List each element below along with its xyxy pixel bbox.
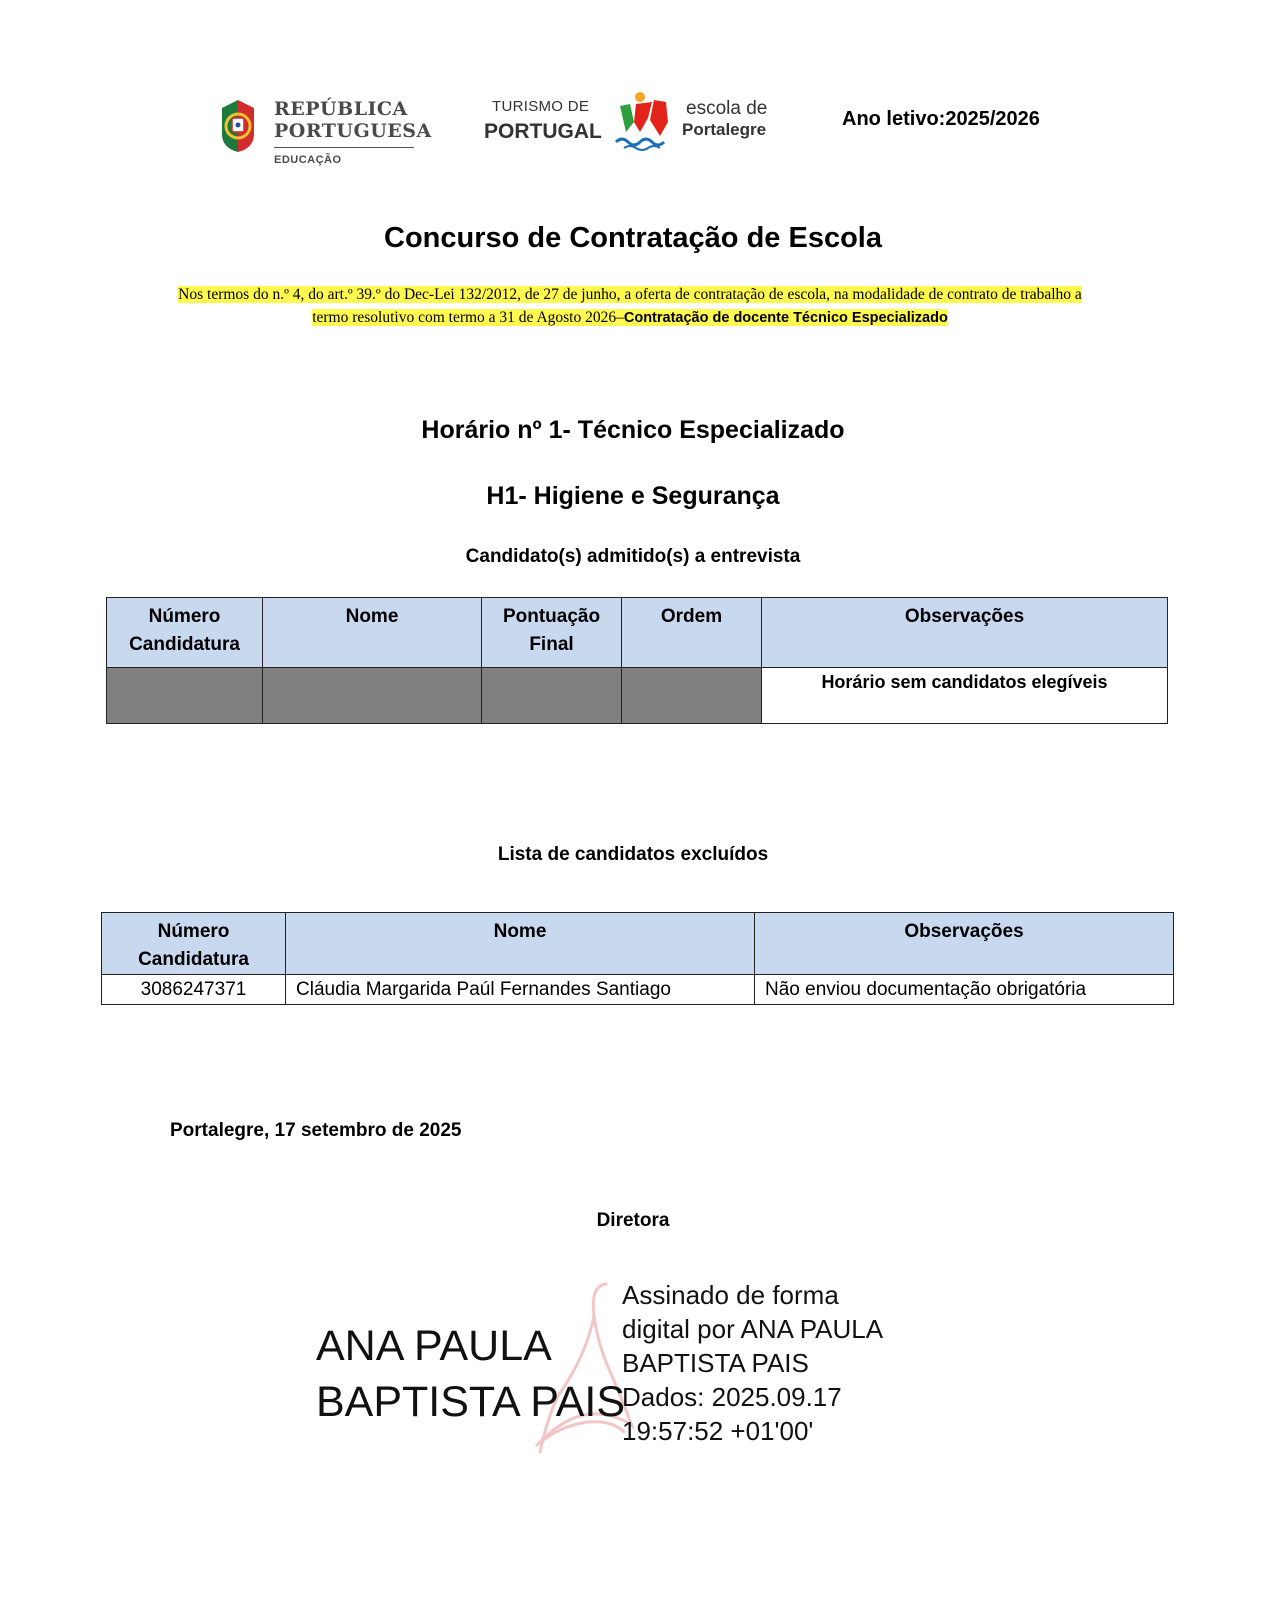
signature-info-line4: Dados: 2025.09.17	[622, 1382, 842, 1412]
observation-cell: Horário sem candidatos elegíveis	[762, 668, 1168, 724]
signature-name-line2: BAPTISTA PAIS	[316, 1378, 626, 1426]
table-header-row	[107, 598, 1168, 668]
signature-info	[622, 1278, 883, 1448]
rp-divider	[274, 147, 414, 148]
excluded-heading: Lista de candidatos excluídos	[497, 844, 769, 865]
signature-name-line1: ANA PAULA	[316, 1322, 552, 1370]
empty-cell	[622, 668, 762, 724]
header-nome: Nome	[263, 598, 482, 668]
schedule-title: Horário nº 1- Técnico Especializado	[421, 416, 845, 444]
legal-notice	[160, 283, 1100, 330]
tp-line3: escola de	[686, 98, 768, 119]
header-observacoes: Observações	[762, 598, 1168, 668]
legal-bold: Contratação de docente Técnico Especializado	[623, 310, 948, 326]
signature-info-line2: digital por ANA PAULA	[622, 1314, 884, 1344]
portugal-emblem-icon	[218, 98, 258, 154]
signature-info-line3: BAPTISTA PAIS	[622, 1348, 809, 1378]
header-ordem: Ordem	[622, 598, 762, 668]
admitted-table	[106, 597, 1168, 724]
cell-numero: 3086247371	[102, 975, 286, 1005]
table-row	[102, 975, 1174, 1005]
empty-cell	[263, 668, 482, 724]
rp-line1: REPÚBLICA	[274, 98, 408, 120]
schedule-subtitle: H1- Higiene e Segurança	[486, 482, 780, 510]
turismo-de-portugal-logo	[484, 96, 792, 166]
admitted-heading: Candidato(s) admitido(s) a entrevista	[465, 546, 801, 567]
republica-portuguesa-logo	[218, 96, 432, 176]
tp-line1: TURISMO DE	[492, 98, 590, 115]
tp-line2: PORTUGAL	[484, 120, 602, 143]
school-year: Ano letivo:2025/2026	[842, 108, 1040, 130]
excluded-table	[101, 912, 1174, 1005]
signer-role: Diretora	[596, 1210, 670, 1231]
header-pontuacao: Pontuação Final	[482, 598, 622, 668]
tp-line4: Portalegre	[682, 120, 767, 139]
rp-line3: EDUCAÇÃO	[274, 154, 342, 166]
signature-info-line5: 19:57:52 +01'00'	[622, 1416, 814, 1446]
header-observacoes: Observações	[755, 913, 1174, 975]
header-nome: Nome	[286, 913, 755, 975]
cell-nome: Cláudia Margarida Paúl Fernandes Santiago	[286, 975, 755, 1005]
cell-observacoes: Não enviou documentação obrigatória	[755, 975, 1174, 1005]
page-title: Concurso de Contratação de Escola	[384, 222, 882, 254]
table-header-row	[102, 913, 1174, 975]
rp-line2: PORTUGUESA	[274, 120, 432, 142]
signature-info-line1: Assinado de forma	[622, 1280, 839, 1310]
header-numero: Número Candidatura	[107, 598, 263, 668]
legal-highlight	[178, 286, 1082, 326]
place-date: Portalegre, 17 setembro de 2025	[170, 1120, 462, 1141]
signature-name	[316, 1318, 625, 1430]
header-numero: Número Candidatura	[102, 913, 286, 975]
empty-cell	[107, 668, 263, 724]
legal-text: Nos termos do n.º 4, do art.º 39.º do Dec-Lei 132/2012, de 27 de junho, a oferta de contratação de escola, na modalidade de contrato de trabalho a termo resolutivo com termo a 31 de Agosto 2026–	[178, 286, 1082, 326]
table-row	[107, 668, 1168, 724]
turismo-mark-icon	[612, 92, 674, 154]
empty-cell	[482, 668, 622, 724]
